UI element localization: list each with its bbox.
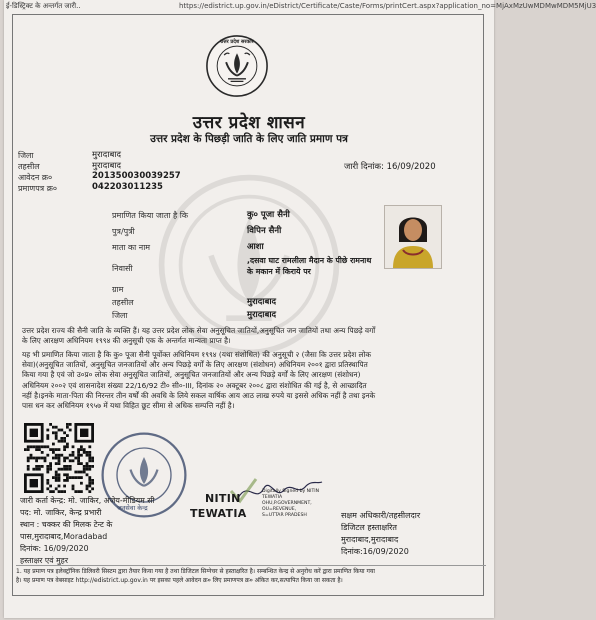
officer-place: मुरादाबाद,मुरादाबाद [341, 535, 399, 544]
dsc-line-4: OU=REVENUE, [262, 507, 297, 512]
certificate-title: उत्तर प्रदेश शासन [192, 113, 306, 133]
caste-paragraph [22, 326, 480, 346]
issuer-place-2: पास,मुरादाबाद,Moradabad [20, 532, 108, 541]
officer-title: सक्षम अधिकारी/तहसीलदार [341, 511, 421, 520]
issuer-name: पद: मो. जाकिर, केन्द्र प्रभारी [20, 508, 102, 517]
dsc-line-2: TEWATIA [262, 495, 283, 500]
issuer-center: जारी कर्ता केन्द्र: मो. जाकिर, अजेय-मीडियम सी [20, 496, 155, 505]
certificate-no-label: प्रमाणपत्र क्र० [18, 184, 57, 193]
person-district-label: जिला [112, 311, 128, 320]
emblem-text: उत्तर प्रदेश सरकार [220, 39, 254, 45]
resident-address-line-1: ,दसवा घाट रामलीला मैदान के पीछे रामनाथ [247, 256, 372, 265]
certificate-subtitle: उत्तर प्रदेश के पिछड़ी जाति के लिए जाति प्रमाण पत्र [150, 133, 348, 145]
creamy-layer-line-3: किया गया है एवं जो उ०प्र० लोक सेवा अनुसूचित जातियों, अनुसूचित जनजातियों और अन्य पिछड़े वर्गों के लिए आरक्षण (संशोधन) [22, 370, 361, 380]
certify-label: प्रमाणित किया जाता है कि [112, 211, 189, 220]
verification-qr-code [24, 423, 94, 493]
dsc-line-5: S=UTTAR PRADESH [262, 513, 307, 518]
certificate-no-value: 042203011235 [92, 182, 163, 192]
resident-address-line-2: के मकान में किराये पर [247, 267, 311, 276]
seal-text: जनसेवा केन्द्र [117, 504, 148, 512]
signer-name-line-2: TEWATIA [190, 507, 247, 520]
certificate-page [4, 0, 596, 618]
issuer-date: दिनांक: 16/09/2020 [20, 544, 89, 553]
dsc-line-1: Digitally Signed by NITIN [262, 489, 320, 494]
applicant-photo [384, 205, 442, 269]
person-tehsil-value: मुरादाबाद [247, 297, 277, 307]
issuer-sign-label: हस्ताक्षर एवं मुहर [20, 556, 69, 565]
application-no-value: 201350030039257 [92, 171, 181, 181]
officer-date: दिनांक:16/09/2020 [341, 547, 409, 556]
officer-digital-signed: डिजिटल हस्ताक्षरित [341, 523, 397, 532]
creamy-layer-line-6: पास धन कर अधिनियम १९५७ में यथा विहित छूट सीमा से अधिक सम्पत्ति नहीं है। [22, 401, 235, 411]
footer-note-2: है। यह प्रमाण पत्र वेबसाइट http://edistrict.up.gov.in पर इसका पहले आवेदन क्र० लिए प्रमाणपत्र क्र० अंकित कर,सत्यापित किया जा सकता है। [16, 577, 343, 584]
signer-name-line-1: NITIN [205, 492, 241, 505]
creamy-layer-line-1: यह भी प्रमाणित किया जाता है कि कु० पूजा सैनी पूर्वोक्त अधिनियम १९९४ (यथा संशोधित) की अनुसूची २ (जैसा कि उत्तर प्रदेश लोक [22, 350, 371, 359]
tehsil-value: मुरादाबाद [92, 161, 122, 171]
creamy-layer-paragraph [22, 350, 480, 411]
creamy-layer-line-5: नहीं है।इनके माता-पिता की निरन्तर तीन वर्षों की अवधि के लिये सकल वार्षिक आय आठ लाख रुपये या इससे अधिक नहीं है तथा इनके [22, 390, 376, 400]
dsc-line-3: OHU,P.GOVERNMENT, [262, 501, 312, 506]
resident-label: निवासी [112, 264, 133, 273]
issuer-place: स्थान : चक्कर की मिलक टेन्ट के [20, 520, 113, 529]
creamy-layer-line-2: सेवा)(अनुसूचित जातियों, अनुसूचित जनजातियों और अन्य पिछड़े वर्गों के लिए आरक्षण (संशोधन) अधिनियम २००१ द्वारा प्रतिस्थापित [22, 360, 368, 370]
issue-date: जारी दिनांक: 16/09/2020 [344, 162, 436, 172]
caste-paragraph-line-2: के लिए आरक्षण अधिनियम १९९४ की अनुसूची एक के अन्तर्गत मान्यता प्राप्त है। [22, 336, 231, 346]
caste-paragraph-line-1: उत्तर प्रदेश राज्य की सैनी जाति के व्यक्ति हैं। यह उत्तर प्रदेश लोक सेवा अनुसूचित जातियों,अनुसूचित जन जातियों तथा अन्य पिछड़े वर्गों [22, 326, 376, 335]
applicant-name: कु० पूजा सैनी [247, 210, 290, 220]
father-label: पुत्र/पुत्री [112, 227, 135, 236]
creamy-layer-line-4: अधिनियम २००२ एवं शासनादेश संख्या 22/16/92 टी० सी०-III, दिनांक २० अक्टूबर २००८ द्वारा संशोधित की गई है, से आच्छादित [22, 380, 367, 390]
mother-name: आशा [247, 242, 264, 252]
district-label: जिला [18, 151, 34, 160]
print-url: https://edistrict.up.gov.in/eDistrict/Certificate/Caste/Forms/printCert.aspx?application_no=MjAxMzUwMDMwMDM5MjU3 [179, 2, 596, 10]
village-label: ग्राम [112, 285, 124, 294]
print-header [4, 0, 596, 12]
application-no-label: आवेदन क्र० [18, 173, 53, 182]
print-breadcrumb: ई-डिस्ट्रिक्ट के अन्तर्गत जारी.. [6, 2, 81, 10]
tehsil-label: तहसील [18, 162, 40, 171]
mother-label: माता का नाम [112, 243, 151, 252]
father-name: विपिन सैनी [247, 226, 282, 236]
district-value: मुरादाबाद [92, 150, 122, 160]
person-district-value: मुरादाबाद [247, 310, 277, 320]
person-tehsil-label: तहसील [112, 298, 134, 307]
footer-note-1: 1. यह प्रमाण पत्र इलेक्ट्रॉनिक डिलिवरी सिस्टम द्वारा तैयार किया गया है तथा डिजिटल सिग्नेचर से हस्ताक्षरित है। सम्बन्धित केन्द्र से अनुरोध करें द्वारा प्रमाणित किया गया [16, 565, 486, 576]
